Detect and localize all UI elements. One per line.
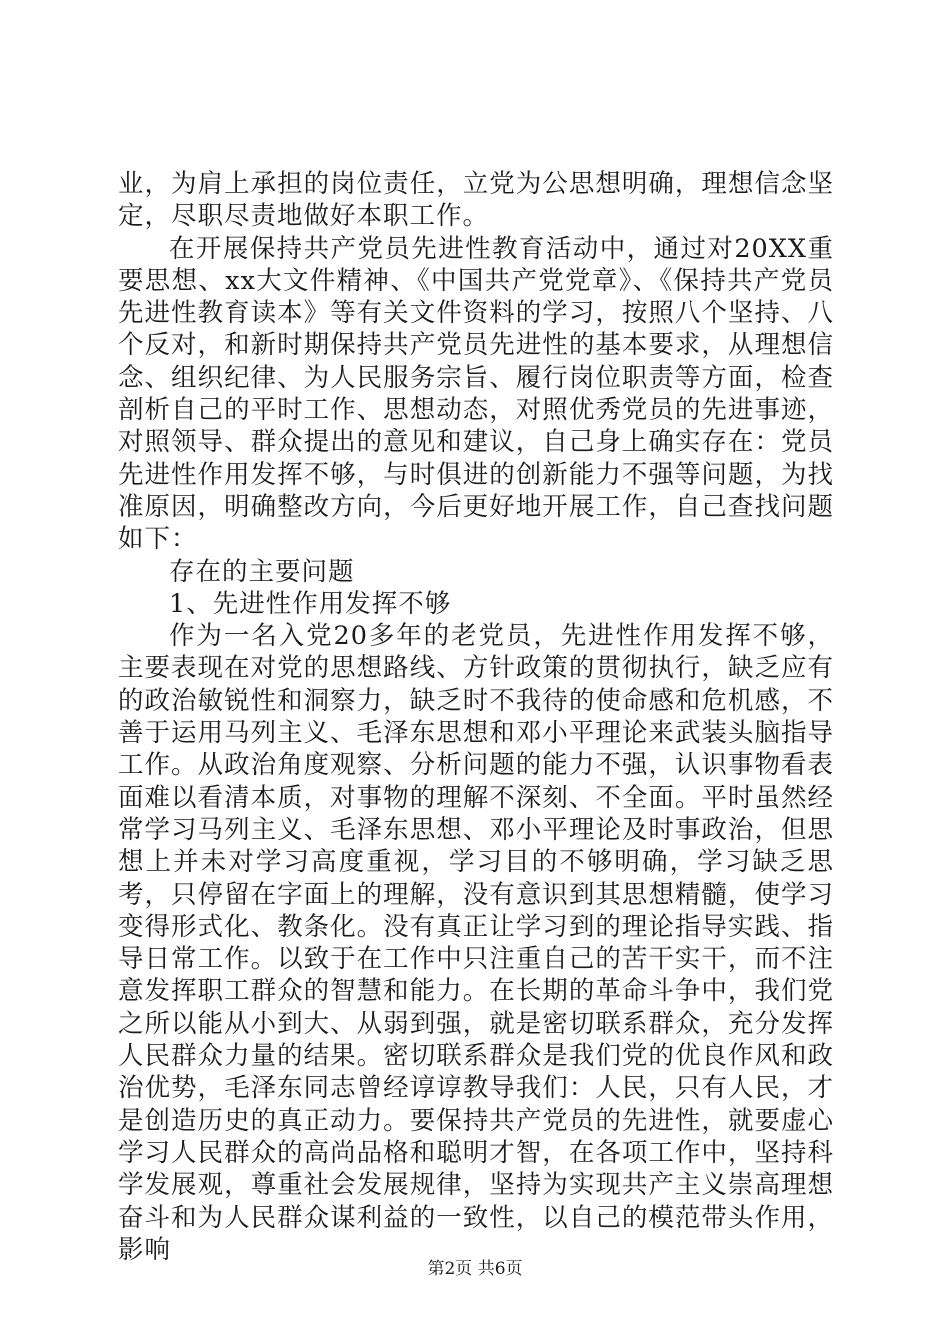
subsection-heading: 1、先进性作用发挥不够	[169, 588, 452, 619]
section-heading: 存在的主要问题	[169, 556, 355, 587]
document-body	[118, 168, 834, 1266]
paragraph-body: 作为一名入党20多年的老党员，先进性作用发挥不够，主要表现在对党的思想路线、方针政策的贯彻执行，缺乏应有的政治敏锐性和洞察力，缺乏时不我待的使命感和危机感，不善于运用马列主义、毛泽东思想和邓小平理论来武装头脑指导工作。从政治角度观察、分析问题的能力不强，认识事物看表面难以看清本质，对事物的理解不深刻、不全面。平时虽然经常学习马列主义、毛泽东思想、邓小平理论及时事政治，但思想上并未对学习高度重视，学习目的不够明确，学习缺乏思考，只停留在字面上的理解，没有意识到其思想精髓，使学习变得形式化、教条化。没有真正让学习到的理论指导实践、指导日常工作。以致于在工作中只注重自己的苦干实干，而不注意发挥职工群众的智慧和能力。在长期的革命斗争中，我们党之所以能从小到大、从弱到强，就是密切联系群众，充分发挥人民群众力量的结果。密切联系群众是我们党的优良作风和政治优势，毛泽东同志曾经谆谆教导我们：人民，只有人民，才是创造历史的真正动力。要保持共产党员的先进性，就要虚心学习人民群众的高尚品格和聪明才智，在各项工作中，坚持科学发展观，尊重社会发展规律，坚持为实现共产主义崇高理想奋斗和为人民群众谋利益的一致性，以自己的模范带头作用，影响	[118, 621, 834, 1265]
paragraph-intro: 在开展保持共产党员先进性教育活动中，通过对20XX重要思想、xx大文件精神、《中国共产党党章》、《保持共产党员先进性教育读本》等有关文件资料的学习，按照八个坚持、八个反对，和新时期保持共产党员先进性的基本要求，从理想信念、组织纪律、为人民服务宗旨、履行岗位职责等方面，检查剖析自己的平时工作、思想动态，对照优秀党员的先进事迹，对照领导、群众提出的意见和建议，自己身上确实存在：党员先进性作用发挥不够，与时俱进的创新能力不强等问题，为找准原因，明确整改方向，今后更好地开展工作，自己查找问题如下：	[118, 233, 834, 555]
page-number-footer: 第2页 共6页	[427, 1259, 523, 1279]
paragraph-continuation: 业，为肩上承担的岗位责任，立党为公思想明确，理想信念坚定，尽职尽责地做好本职工作。	[118, 169, 834, 232]
